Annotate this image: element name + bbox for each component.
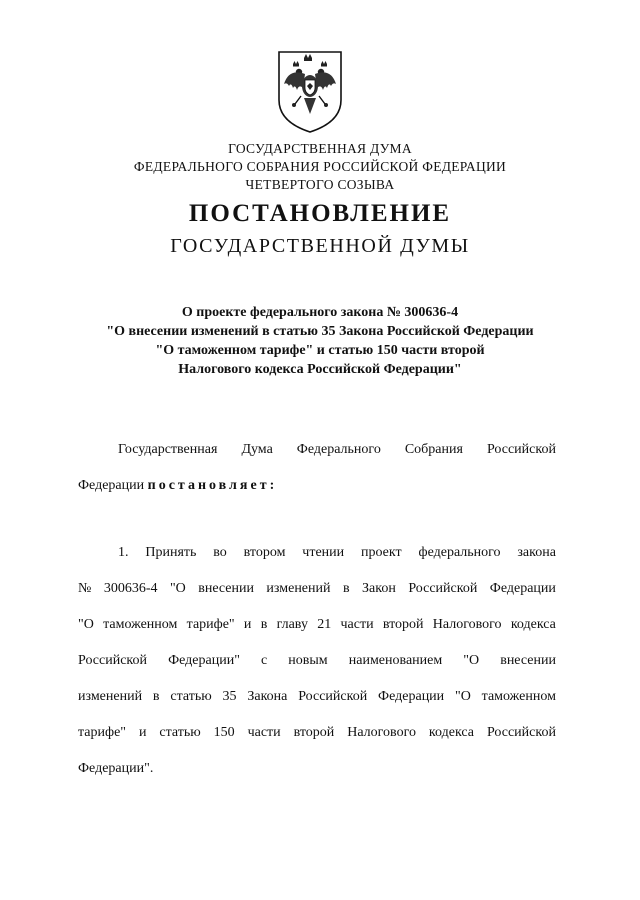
clause-word: 1. (118, 545, 129, 560)
clause-word: кодекса (428, 725, 474, 740)
clause-word: Российской (408, 581, 478, 596)
clause-word: статью (170, 689, 212, 704)
decree-word: постановляет: (147, 478, 278, 493)
preamble-line-1 (118, 440, 556, 460)
clause-word: Российской (486, 725, 556, 740)
clause-word: таможенном (103, 617, 178, 632)
clause-word: "О (455, 689, 471, 704)
clause-word: 21 (317, 617, 332, 632)
bill-title-line-4: Налогового кодекса Российской Федерации" (178, 362, 462, 377)
issuer-line-3: ЧЕТВЕРТОГО СОЗЫВА (245, 177, 395, 192)
preamble-word: Государственная (118, 442, 218, 457)
clause-word: статью (159, 725, 201, 740)
clause-word: во (213, 545, 227, 560)
clause-word: и (138, 725, 147, 740)
preamble-word: Собрания (404, 442, 463, 457)
issuer-line-2: ФЕДЕРАЛЬНОГО СОБРАНИЯ РОССИЙСКОЙ ФЕДЕРАЦИИ (133, 159, 507, 174)
clause-word: федерального (418, 545, 501, 560)
bill-title-line-1: О проекте федерального закона № 300636-4 (181, 305, 459, 320)
clause-word: в (152, 689, 160, 704)
bill-title (0, 303, 640, 379)
clause-word: Налогового (347, 725, 416, 740)
clause-word: второй (382, 617, 424, 632)
clause-1-paragraph (78, 543, 556, 783)
clause-1-line-4 (78, 651, 556, 671)
clause-1-line-5 (78, 687, 556, 707)
clause-word: тарифе" (78, 725, 126, 740)
clause-word: "О (169, 581, 186, 596)
preamble-word: Федерации (78, 478, 145, 493)
clause-word: Федерации (489, 581, 556, 596)
issuer-line-1: ГОСУДАРСТВЕННАЯ ДУМА (228, 141, 412, 156)
clause-word: закона (517, 545, 556, 560)
clause-word: в (260, 617, 268, 632)
clause-word: таможенном (481, 689, 556, 704)
clause-word: 150 (213, 725, 235, 740)
clause-word: новым (288, 653, 328, 668)
preamble-line-2 (78, 476, 556, 496)
clause-word: Российской (298, 689, 368, 704)
clause-word: Закон (362, 581, 396, 596)
clause-word: чтении (302, 545, 345, 560)
clause-word: части (340, 617, 374, 632)
clause-word: тарифе" (186, 617, 235, 632)
bill-title-line-3: "О таможенном тарифе" и статью 150 части второй (155, 343, 485, 358)
clause-word: внесении (500, 653, 556, 668)
clause-word: Федерации (378, 689, 445, 704)
clause-word: кодекса (510, 617, 556, 632)
clause-1-line-1 (118, 543, 556, 563)
bill-title-line-2: "О внесении изменений в статью 35 Закона Российской Федерации (106, 324, 534, 339)
clause-word: № (78, 581, 92, 596)
preamble-word: Российской (486, 442, 556, 457)
clause-word: внесении (198, 581, 254, 596)
clause-word: изменений (78, 689, 143, 704)
clause-word: "О (78, 617, 94, 632)
issuer-header (0, 140, 640, 194)
clause-word: изменений (266, 581, 331, 596)
clause-word: "О (463, 653, 480, 668)
clause-word: Закона (247, 689, 288, 704)
clause-word: Российской (78, 653, 147, 668)
preamble-paragraph (78, 440, 556, 500)
clause-word: главу (276, 617, 308, 632)
preamble-word: Федерального (296, 442, 381, 457)
document-subtitle: ГОСУДАРСТВЕННОЙ ДУМЫ (170, 235, 470, 257)
clause-word: в (342, 581, 350, 596)
clause-1-line-6 (78, 723, 556, 743)
clause-word: Налогового (432, 617, 502, 632)
clause-word: проект (361, 545, 402, 560)
clause-word: Принять (145, 545, 197, 560)
document-title: ПОСТАНОВЛЕНИЕ (188, 200, 452, 227)
clause-word: 35 (222, 689, 237, 704)
clause-1-line-3 (78, 615, 556, 635)
clause-word: Федерации" (168, 653, 240, 668)
clause-word: 300636-4 (103, 581, 158, 596)
clause-word: и (243, 617, 252, 632)
clause-word: с (261, 653, 268, 668)
clause-word: втором (243, 545, 286, 560)
clause-1-line-7: Федерации". (78, 761, 154, 776)
clause-word: наименованием (348, 653, 443, 668)
clause-word: второй (293, 725, 335, 740)
clause-1-line-2 (78, 579, 556, 599)
clause-word: части (247, 725, 281, 740)
preamble-word: Дума (241, 442, 273, 457)
coat-of-arms-emblem (275, 48, 345, 134)
